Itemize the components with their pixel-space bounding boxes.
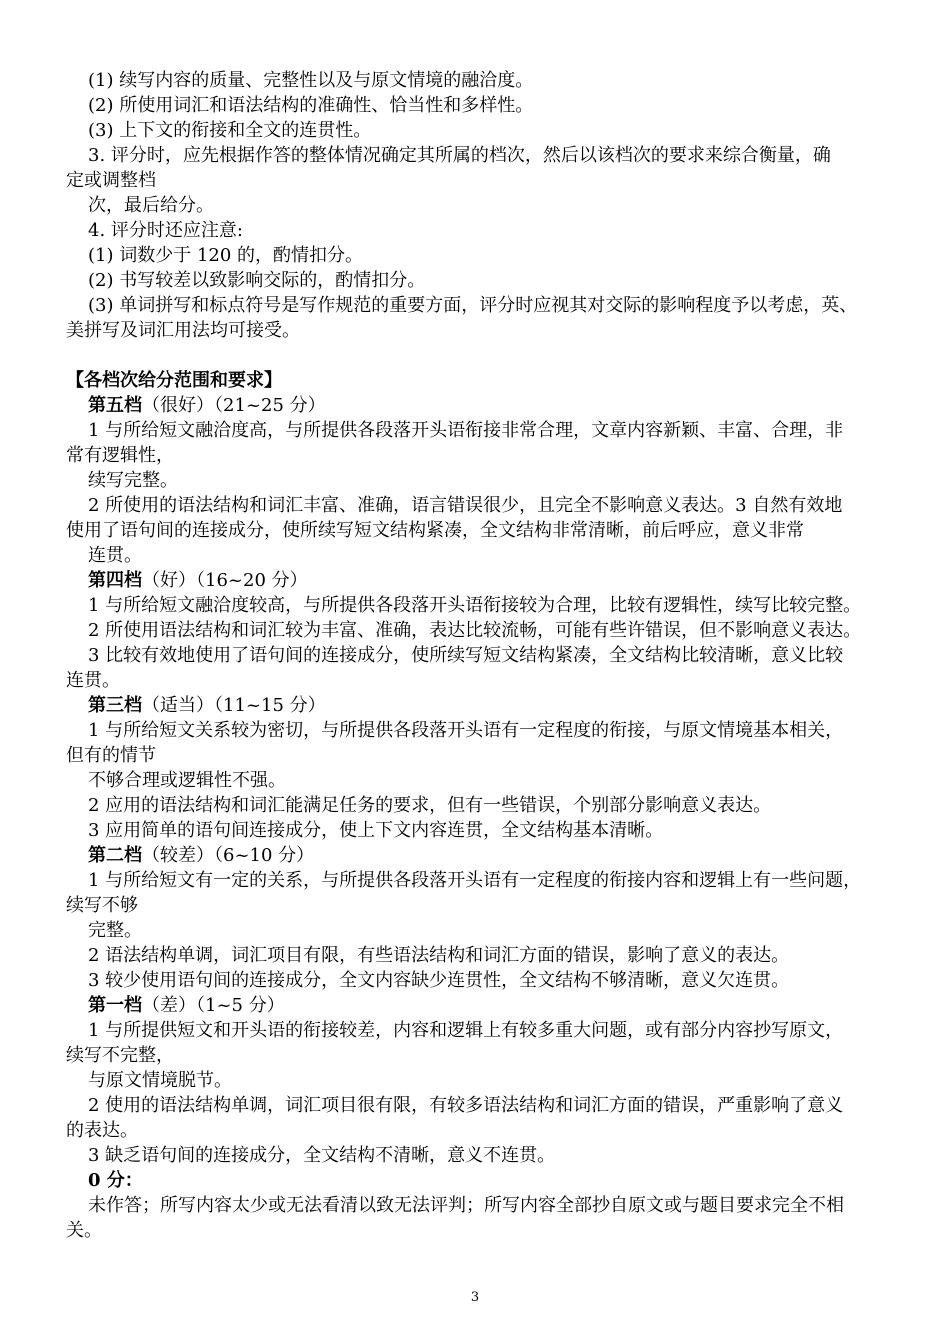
grade-2-p1-line-2: 续写不够 <box>66 895 138 916</box>
grade-4-p2: 2 所使用语法结构和词汇较为丰富、准确，表达比较流畅，可能有些许错误，但不影响意义表达。 <box>88 620 862 641</box>
grade-5-name: 第五档 <box>88 395 142 416</box>
grade-0-p1-line-1: 未作答；所写内容太少或无法看清以致无法评判；所写内容全部抄自原文或与题目要求完全不相 <box>88 1195 844 1216</box>
grade-1-p2-line-2: 的表达。 <box>66 1120 138 1141</box>
grade-0-heading: 0 分： <box>88 1170 143 1191</box>
grade-3-p2: 2 应用的语法结构和词汇能满足任务的要求，但有一些错误，个别部分影响意义表达。 <box>88 795 772 816</box>
rule-4-item-3-line-1: (3) 单词拼写和标点符号是写作规范的重要方面，评分时应视其对交际的影响程度予以考虑，英、 <box>88 295 858 316</box>
grade-2-p1-line-1: 1 与所给短文有一定的关系，与所提供各段落开头语有一定程度的衔接内容和逻辑上有一些问题， <box>88 870 862 891</box>
grade-4-p1: 1 与所给短文融洽度较高，与所提供各段落开头语衔接较为合理，比较有逻辑性，续写比较完整。 <box>88 595 862 616</box>
page-number: 3 <box>470 1290 480 1305</box>
criteria-item-3: (3) 上下文的衔接和全文的连贯性。 <box>88 120 372 141</box>
grade-2-name: 第二档 <box>88 845 142 866</box>
grade-3-p1-line-3: 不够合理或逻辑性不强。 <box>88 770 286 791</box>
grade-4-name: 第四档 <box>88 570 142 591</box>
rule-4-title: 4. 评分时还应注意: <box>88 220 243 241</box>
grade-3-heading <box>66 693 892 718</box>
criteria-item-1: (1) 续写内容的质量、完整性以及与原文情境的融洽度。 <box>88 70 534 91</box>
grade-3-p1-line-2: 但有的情节 <box>66 745 156 766</box>
grade-3-range: （适当）（11~15 分） <box>142 695 326 716</box>
grade-2-range: （较差）（6~10 分） <box>142 845 315 866</box>
grade-3-p1-line-1: 1 与所给短文关系较为密切，与所提供各段落开头语有一定程度的衔接，与原文情境基本相关， <box>88 720 844 741</box>
grade-5-p1-line-1: 1 与所给短文融洽度高，与所提供各段落开头语衔接非常合理，文章内容新颖、丰富、合理，非 <box>88 420 844 441</box>
grade-3-p3: 3 应用简单的语句间连接成分，使上下文内容连贯，全文结构基本清晰。 <box>88 820 664 841</box>
grade-2-heading <box>66 843 892 868</box>
grade-5-p2-line-2: 使用了语句间的连接成分，使所续写短文结构紧凑，全文结构非常清晰，前后呼应，意义非常 <box>66 520 804 541</box>
document-body <box>66 68 892 1243</box>
grade-2-p2: 2 语法结构单调，词汇项目有限，有些语法结构和词汇方面的错误，影响了意义的表达。 <box>88 945 790 966</box>
grade-1-name: 第一档 <box>88 995 142 1016</box>
grade-2-p1-line-3: 完整。 <box>88 920 142 941</box>
rule-3-line-3: 次，最后给分。 <box>88 195 214 216</box>
criteria-item-2: (2) 所使用词汇和语法结构的准确性、恰当性和多样性。 <box>88 95 534 116</box>
grade-1-p3: 3 缺乏语句间的连接成分，全文结构不清晰，意义不连贯。 <box>88 1145 556 1166</box>
grade-0-p1-line-2: 关。 <box>66 1220 102 1241</box>
grade-5-p2-line-3: 连贯。 <box>88 545 142 566</box>
grade-1-range: （差）（1~5 分） <box>142 995 285 1016</box>
grade-4-range: （好）（16~20 分） <box>142 570 308 591</box>
grade-5-p1-line-2: 常有逻辑性， <box>66 445 174 466</box>
grade-4-p3-line-2: 连贯。 <box>66 670 120 691</box>
rule-3-line-1: 3. 评分时，应先根据作答的整体情况确定其所属的档次，然后以该档次的要求来综合衡量，确 <box>88 145 831 166</box>
rule-4-item-2: (2) 书写较差以致影响交际的，酌情扣分。 <box>88 270 426 291</box>
grade-5-p1-line-3: 续写完整。 <box>88 470 178 491</box>
grade-1-p2-line-1: 2 使用的语法结构单调，词汇项目很有限，有较多语法结构和词汇方面的错误，严重影响了意义 <box>88 1095 844 1116</box>
grade-1-p1-line-1: 1 与所提供短文和开头语的衔接较差，内容和逻辑上有较多重大问题，或有部分内容抄写原文， <box>88 1020 844 1041</box>
rule-3-line-2: 定或调整档 <box>66 170 156 191</box>
grade-4-p3-line-1: 3 比较有效地使用了语句间的连接成分，使所续写短文结构紧凑，全文结构比较清晰，意义比较 <box>88 645 844 666</box>
grade-5-heading <box>66 393 892 418</box>
grade-5-p2-line-1: 2 所使用的语法结构和词汇丰富、准确，语言错误很少，且完全不影响意义表达。3 自然有效地 <box>88 495 843 516</box>
grade-1-p1-line-2: 续写不完整， <box>66 1045 174 1066</box>
rule-4-item-1: (1) 词数少于 120 的，酌情扣分。 <box>88 245 364 266</box>
rule-4-item-3-line-2: 美拼写及词汇用法均可接受。 <box>66 320 300 341</box>
grade-4-heading <box>66 568 892 593</box>
section-title: 【各档次给分范围和要求】 <box>66 370 282 391</box>
grade-1-heading <box>66 993 892 1018</box>
grade-5-range: （很好）（21~25 分） <box>142 395 326 416</box>
grade-3-name: 第三档 <box>88 695 142 716</box>
grade-1-p1-line-3: 与原文情境脱节。 <box>88 1070 232 1091</box>
grade-2-p3: 3 较少使用语句间的连接成分，全文内容缺少连贯性，全文结构不够清晰，意义欠连贯。 <box>88 970 790 991</box>
spacer <box>66 343 892 368</box>
